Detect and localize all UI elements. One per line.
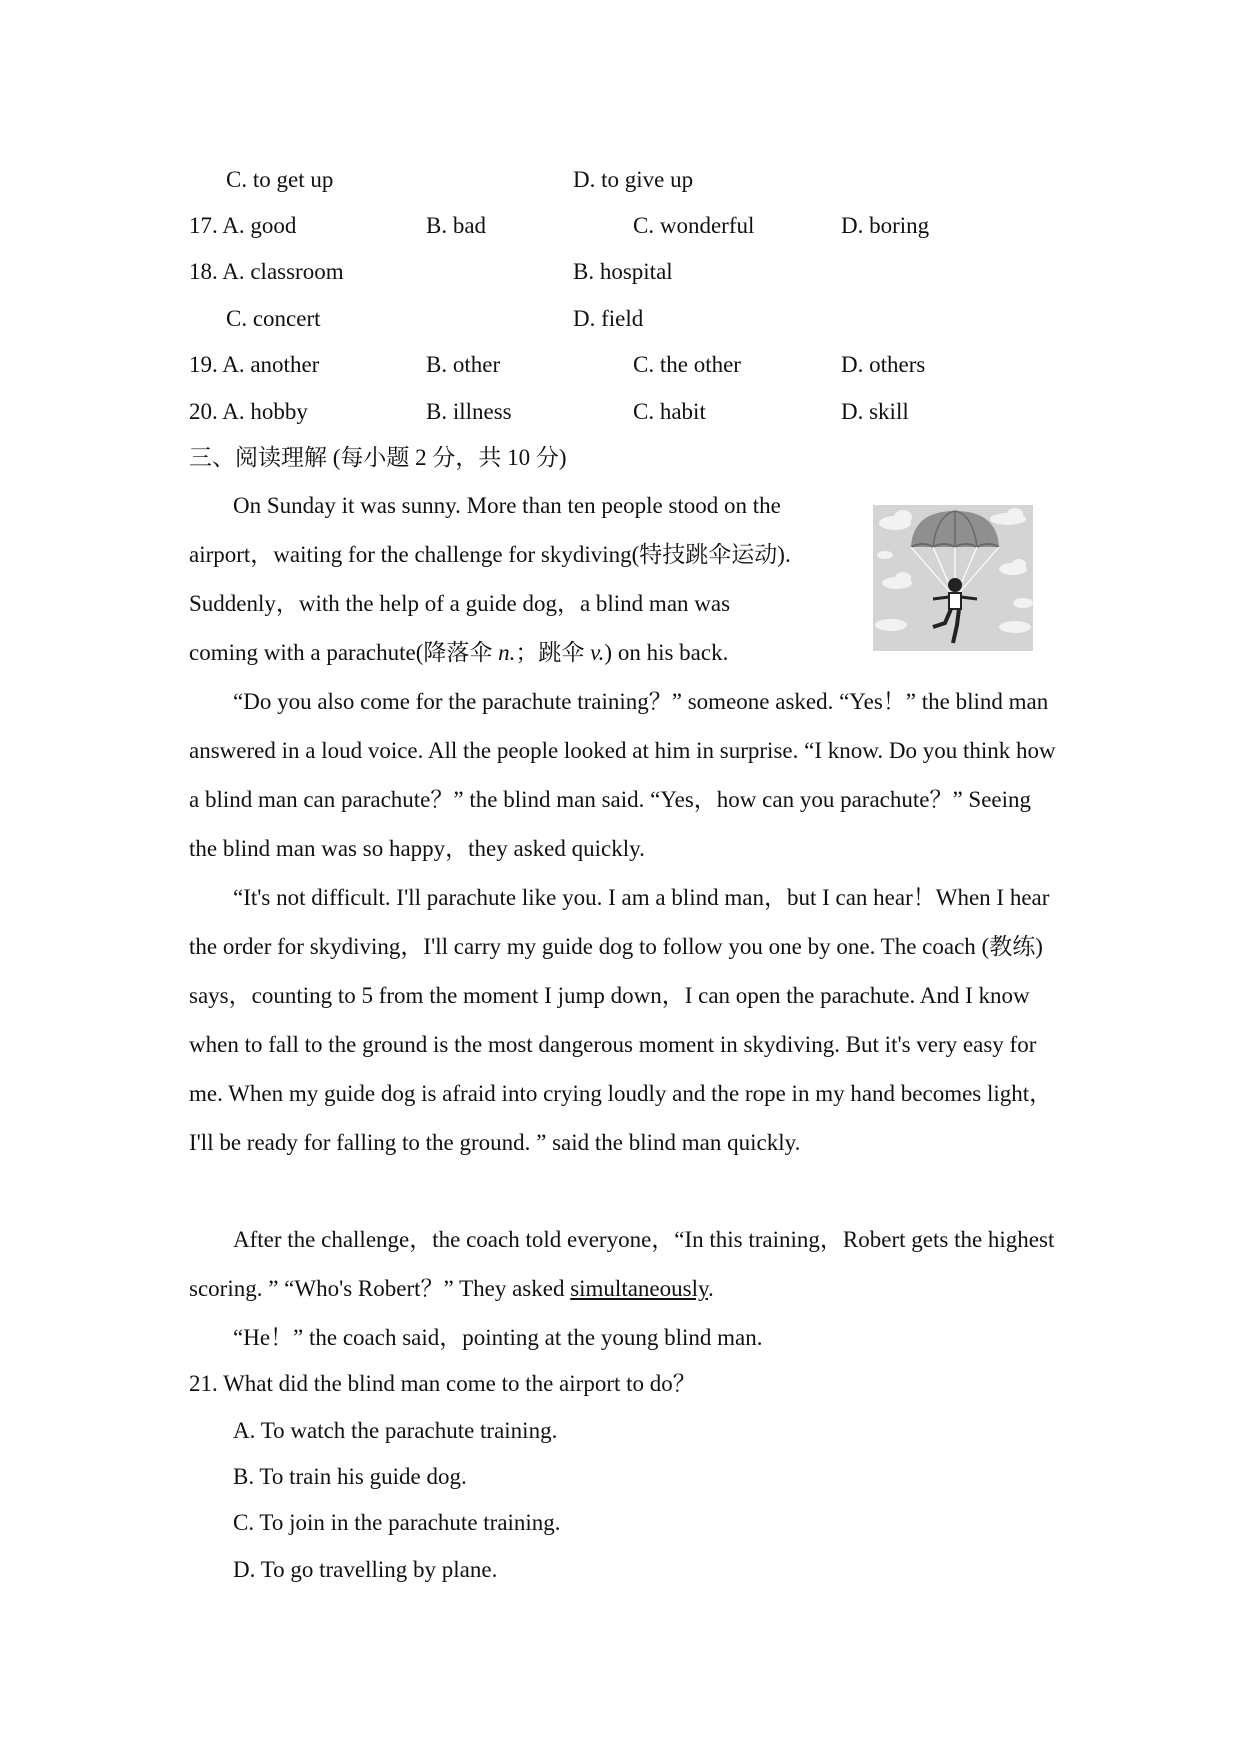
passage-p3: “It's not difficult. I'll parachute like you. I am a blind man，but I can hear！When I hear the order for skydiving，I'll carry my guide dog to follow you one by one. The coach (教练) says，counting to 5 from the moment I jump down，I can open the parachute. And I know when to fall to the ground is the most dangerous moment in skydiving. But it's very easy for me. When my guide dog is afraid into crying loudly and the rope in my hand becomes light，I'll be ready for falling to the ground. ” said the blind man quickly. xyxy=(189,885,1053,1155)
parachutist-icon xyxy=(873,505,1033,651)
option-16d: D. to give up xyxy=(573,167,694,192)
passage-p5: “He！” the coach said，pointing at the young blind man. xyxy=(233,1325,763,1350)
option-a: A. another xyxy=(222,352,320,377)
option-c: C. wonderful xyxy=(633,213,755,238)
question-17-options xyxy=(189,211,296,241)
question-18-options xyxy=(189,257,344,287)
passage-p1-line3: Suddenly，with the help of a guide dog，a blind man was xyxy=(189,591,731,616)
option-c: C. habit xyxy=(633,399,706,424)
question-21-option-a: A. To watch the parachute training. xyxy=(233,1418,558,1443)
passage-p1-line4: coming with a parachute(降落伞 n.；跳伞 v.) on his back. xyxy=(189,640,729,665)
question-21-option-b: B. To train his guide dog. xyxy=(233,1464,467,1489)
option-c: C. the other xyxy=(633,352,741,377)
option-a: A. good xyxy=(222,213,297,238)
passage-p1-line2: airport，waiting for the challenge for skydiving(特技跳伞运动). xyxy=(189,542,791,567)
option-d: D. skill xyxy=(841,399,909,424)
passage-p4: After the challenge，the coach told everyone，“In this training，Robert gets the highest scoring. ” “Who's Robert？” They asked simultaneously. xyxy=(189,1227,1055,1301)
question-20-options xyxy=(189,397,308,427)
question-21-stem: 21. What did the blind man come to the airport to do？ xyxy=(189,1371,696,1396)
option-b: B. hospital xyxy=(573,259,673,284)
option-b: B. illness xyxy=(426,399,512,424)
question-number: 19. xyxy=(189,352,218,377)
option-18c: C. concert xyxy=(226,306,321,331)
question-21-option-d: D. To go travelling by plane. xyxy=(233,1557,498,1582)
question-21-option-c: C. To join in the parachute training. xyxy=(233,1510,561,1535)
option-b: B. bad xyxy=(426,213,487,238)
option-b: B. other xyxy=(426,352,501,377)
underlined-word: simultaneously xyxy=(570,1276,708,1301)
option-a: A. classroom xyxy=(222,259,344,284)
question-number: 17. xyxy=(189,213,218,238)
question-number: 20. xyxy=(189,399,218,424)
option-a: A. hobby xyxy=(222,399,308,424)
option-d: D. boring xyxy=(841,213,930,238)
option-d: D. others xyxy=(841,352,926,377)
passage-p1-line1: On Sunday it was sunny. More than ten people stood on the xyxy=(233,493,781,518)
passage-p2: “Do you also come for the parachute training？” someone asked. “Yes！” the blind man answered in a loud voice. All the people looked at him in surprise. “I know. Do you think how a blind man can parachute？” the blind man said. “Yes，how can you parachute？” Seeing the blind man was so happy，they asked quickly. xyxy=(189,689,1056,861)
option-18d: D. field xyxy=(573,306,644,331)
question-number: 18. xyxy=(189,259,218,284)
question-19-options xyxy=(189,350,319,380)
parachute-illustration xyxy=(873,505,1033,651)
section-heading: 三、阅读理解 (每小题 2 分，共 10 分) xyxy=(189,445,567,470)
option-16c: C. to get up xyxy=(226,167,334,192)
